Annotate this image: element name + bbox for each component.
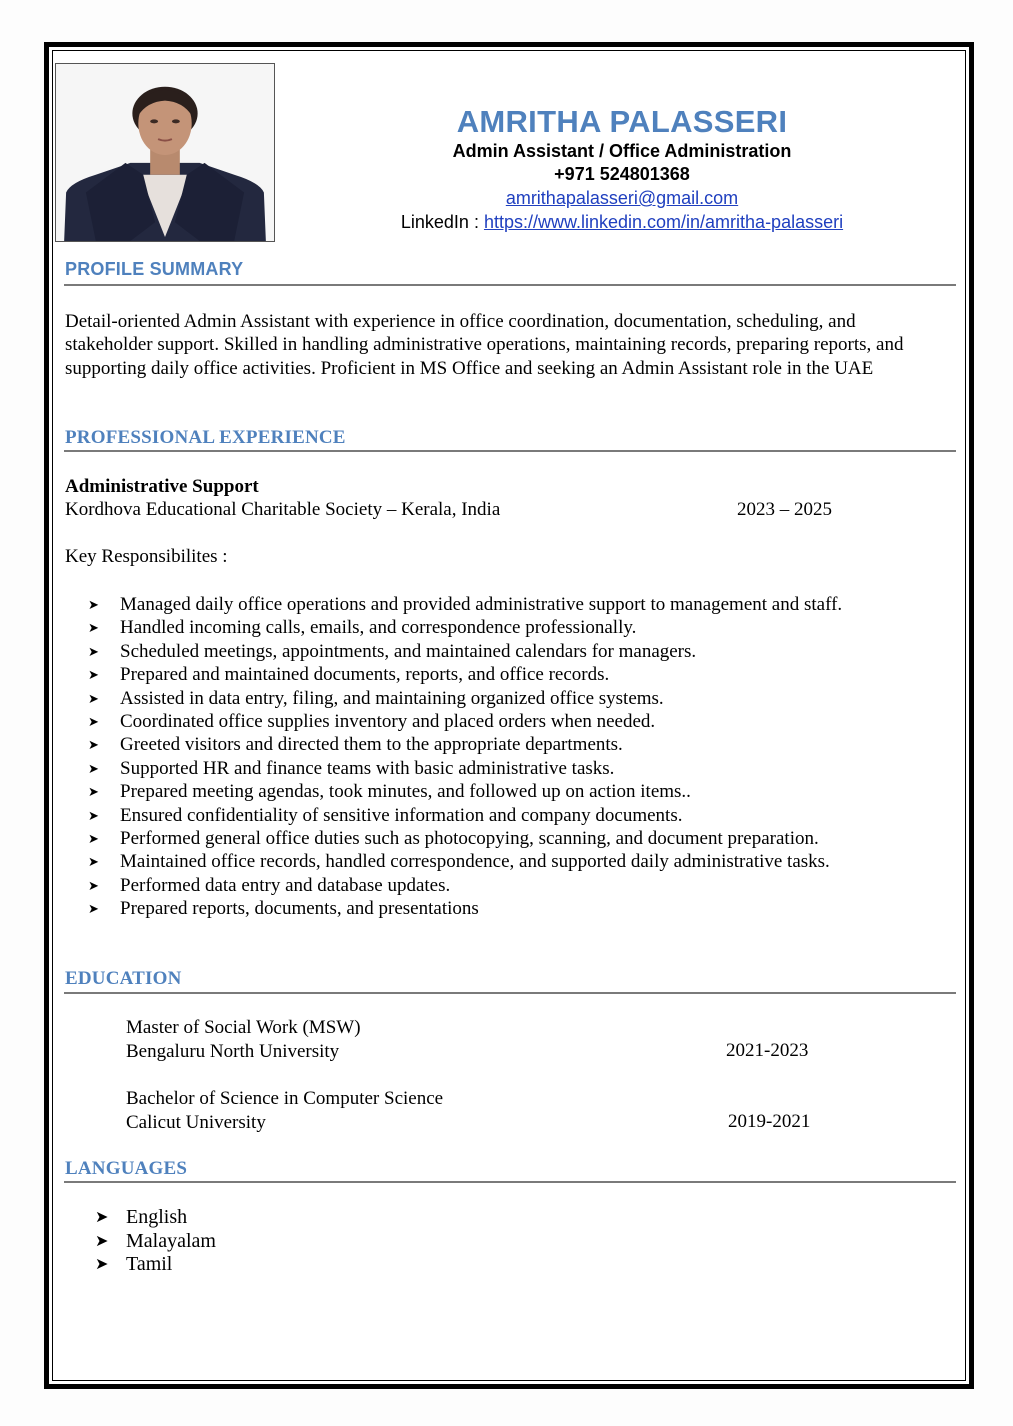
list-item-text: Coordinated office supplies inventory and placed orders when needed. [120,710,656,732]
arrow-bullet-icon: ➤ [88,667,99,683]
section-divider [64,1181,956,1183]
arrow-bullet-icon: ➤ [88,760,99,776]
list-item-text: Supported HR and finance teams with basic administrative tasks. [120,757,615,779]
section-title-experience: PROFESSIONAL EXPERIENCE [65,427,346,448]
profile-summary-text: Detail-oriented Admin Assistant with experience in office coordination, documentation, scheduling, and stakeholder support. Skilled in handling administrative operations, maintaining records, preparing reports, and supporting daily office activities. Proficient in MS Office and seeking an Admin Assistant role in the UAE [65,311,904,379]
arrow-bullet-icon: ➤ [88,901,99,917]
responsibilities-list [88,593,842,920]
list-item [88,850,842,873]
list-item [88,874,842,897]
language-item [95,1253,216,1277]
section-title-profile-summary: PROFILE SUMMARY [65,259,244,279]
resume-header [372,104,872,234]
arrow-bullet-icon: ➤ [88,854,99,870]
job-dates: 2023 – 2025 [737,499,832,520]
job-organization: Kordhova Educational Charitable Society – Kerala, India [65,499,501,520]
linkedin-link[interactable]: https://www.linkedin.com/in/amritha-palasseri [483,212,844,232]
arrow-bullet-icon: ➤ [88,690,99,706]
list-item [88,663,842,686]
linkedin-label: LinkedIn : [400,212,484,232]
arrow-bullet-icon: ➤ [88,620,99,636]
arrow-bullet-icon: ➤ [88,877,99,893]
education-degree: Bachelor of Science in Computer Science [126,1088,444,1109]
list-item-text: Ensured confidentiality of sensitive information and company documents. [120,804,683,826]
list-item-text: Handled incoming calls, emails, and correspondence professionally. [120,617,637,639]
list-item-text: Prepared and maintained documents, reports, and office records. [120,664,610,686]
arrow-bullet-icon: ➤ [88,784,99,800]
list-item [88,593,842,616]
list-item [88,733,842,756]
education-entry [126,1016,361,1064]
linkedin-line [372,210,872,234]
education-degree: Master of Social Work (MSW) [126,1017,361,1038]
list-item-text: Greeted visitors and directed them to the appropriate departments. [120,734,623,756]
profile-photo [55,63,275,242]
candidate-name: AMRITHA PALASSERI [456,104,788,139]
education-institution: Calicut University [126,1112,266,1133]
list-item [88,804,842,827]
section-divider [64,284,956,286]
list-item-text: Maintained office records, handled correspondence, and supported daily administrative tasks. [120,851,830,873]
list-item [88,757,842,780]
language-name: Tamil [126,1253,173,1275]
list-item [88,616,842,639]
arrow-bullet-icon: ➤ [88,597,99,612]
list-item-text: Managed daily office operations and provided administrative support to management and staff. [120,594,843,615]
arrow-bullet-icon: ➤ [95,1209,109,1226]
arrow-bullet-icon: ➤ [95,1256,109,1273]
list-item [88,780,842,803]
list-item [88,687,842,710]
job-title: Administrative Support [65,476,259,497]
arrow-bullet-icon: ➤ [88,807,99,823]
section-divider [64,992,956,994]
education-entry [126,1087,443,1135]
language-item [95,1206,216,1230]
list-item [88,640,842,663]
language-item [95,1230,216,1254]
section-divider [64,450,956,452]
list-item-text: Performed general office duties such as photocopying, scanning, and document preparation. [120,827,819,849]
list-item-text: Assisted in data entry, filing, and maintaining organized office systems. [120,687,664,709]
arrow-bullet-icon: ➤ [88,643,99,659]
list-item-text: Prepared reports, documents, and presentations [120,898,479,920]
list-item-text: Performed data entry and database updates. [120,874,451,896]
list-item-text: Scheduled meetings, appointments, and maintained calendars for managers. [120,640,697,662]
list-item [88,897,842,920]
responsibilities-label: Key Responsibilites : [65,546,228,567]
section-title-languages: LANGUAGES [65,1158,188,1179]
person-photo-icon [56,64,274,241]
arrow-bullet-icon: ➤ [88,713,99,729]
candidate-role: Admin Assistant / Office Administration [452,141,792,161]
languages-list [95,1206,216,1277]
education-years: 2021-2023 [726,1040,809,1061]
phone-number: +971 524801368 [554,164,690,184]
arrow-bullet-icon: ➤ [95,1232,109,1250]
language-name: Malayalam [126,1229,216,1252]
arrow-bullet-icon: ➤ [88,830,99,846]
list-item-text: Prepared meeting agendas, took minutes, and followed up on action items.. [120,781,691,803]
email-link[interactable]: amrithapalasseri@gmail.com [505,188,739,208]
list-item [88,710,842,733]
education-years: 2019-2021 [728,1111,811,1132]
list-item [88,827,842,850]
arrow-bullet-icon: ➤ [88,737,99,753]
language-name: English [126,1206,188,1228]
section-title-education: EDUCATION [65,968,182,989]
education-institution: Bengaluru North University [126,1041,340,1062]
